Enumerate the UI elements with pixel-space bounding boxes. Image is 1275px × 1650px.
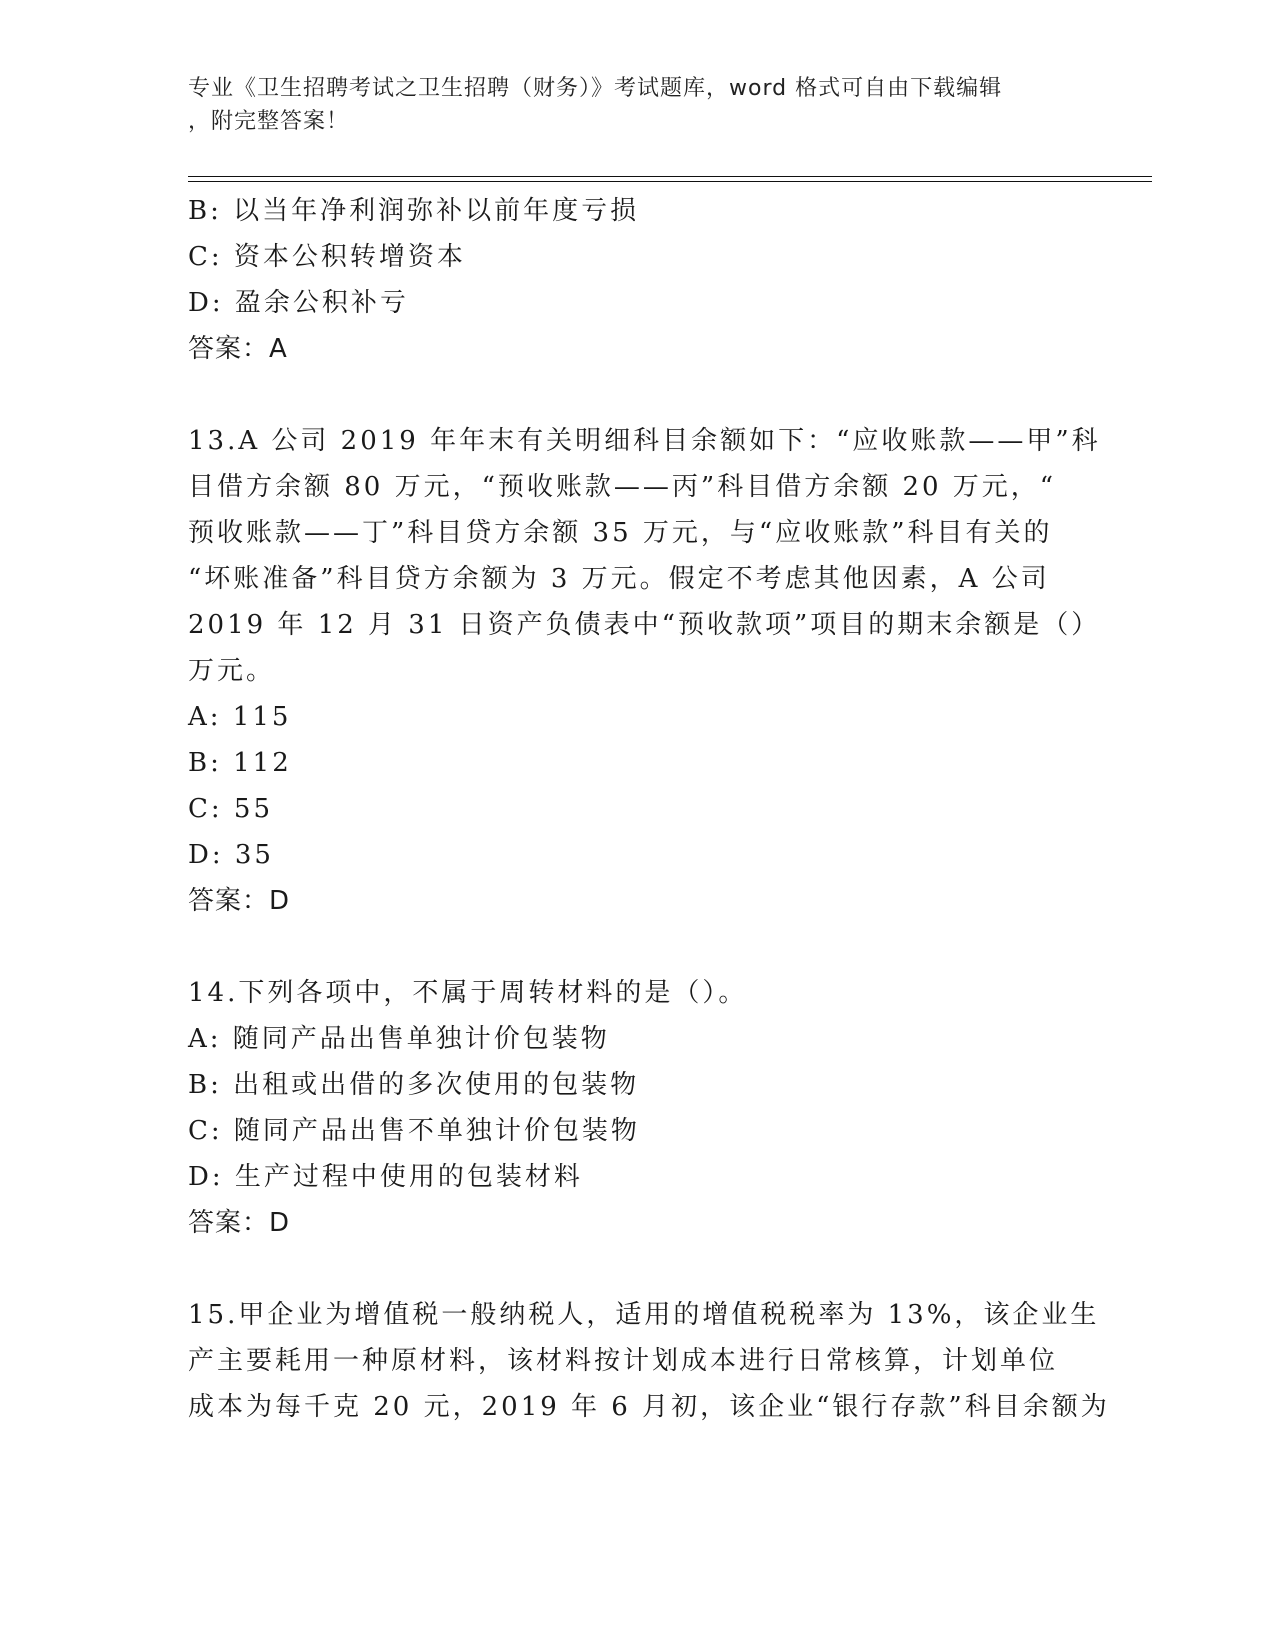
q15-stem-line: 产主要耗用一种原材料，该材料按计划成本进行日常核算，计划单位: [188, 1346, 1059, 1376]
spacer: [188, 924, 1088, 970]
q13-answer: 答案：D: [188, 886, 291, 916]
question-13: [188, 418, 1101, 924]
q15-stem-line: 15.甲企业为增值税一般纳税人，适用的增值税税率为 13%，该企业生: [188, 1300, 1100, 1330]
q13-stem-line: 目借方余额 80 万元，“预收账款——丙”科目借方余额 20 万元，“: [188, 472, 1057, 502]
q14-answer: 答案：D: [188, 1208, 291, 1238]
header-line-2: ，附完整答案！: [188, 109, 350, 134]
q14-option-c: C: 随同产品出售不单独计价包装物: [188, 1116, 640, 1146]
q12-option-b: B: 以当年净利润弥补以前年度亏损: [188, 196, 640, 226]
spacer: [188, 1246, 1088, 1292]
q14-stem: 14.下列各项中，不属于周转材料的是（）。: [188, 978, 748, 1008]
q14-option-d: D: 生产过程中使用的包装材料: [188, 1162, 583, 1192]
question-14: [188, 970, 1088, 1246]
q12-option-c: C: 资本公积转增资本: [188, 242, 466, 272]
document-header: [188, 72, 1068, 138]
q13-option-d: D: 35: [188, 840, 274, 870]
q13-stem-line: 万元。: [188, 656, 276, 686]
header-rule-bottom: [188, 181, 1152, 182]
q13-stem-line: 2019 年 12 月 31 日资产负债表中“预收款项”项目的期末余额是（）: [188, 610, 1101, 640]
q13-stem-line: 13.A 公司 2019 年年末有关明细科目余额如下：“应收账款——甲”科: [188, 426, 1101, 456]
q12-option-d: D: 盈余公积补亏: [188, 288, 409, 318]
question-12-tail: [188, 188, 1088, 372]
question-content: [188, 188, 1110, 1430]
q13-option-a: A: 115: [188, 702, 292, 732]
q13-stem-line: “坏账准备”科目贷方余额为 3 万元。假定不考虑其他因素，A 公司: [188, 564, 1050, 594]
q13-option-c: C: 55: [188, 794, 274, 824]
question-15: [188, 1292, 1110, 1430]
q12-answer: 答案：A: [188, 334, 288, 364]
q13-option-b: B: 112: [188, 748, 292, 778]
header-rule-top: [188, 176, 1152, 177]
spacer: [188, 372, 1088, 418]
q14-option-a: A: 随同产品出售单独计价包装物: [188, 1024, 610, 1054]
q15-stem-line: 成本为每千克 20 元，2019 年 6 月初，该企业“银行存款”科目余额为: [188, 1392, 1110, 1422]
q13-stem-line: 预收账款——丁”科目贷方余额 35 万元，与“应收账款”科目有关的: [188, 518, 1053, 548]
header-line-1: 专业《卫生招聘考试之卫生招聘（财务）》考试题库，word 格式可自由下载编辑: [188, 76, 1003, 101]
q14-option-b: B: 出租或出借的多次使用的包装物: [188, 1070, 640, 1100]
